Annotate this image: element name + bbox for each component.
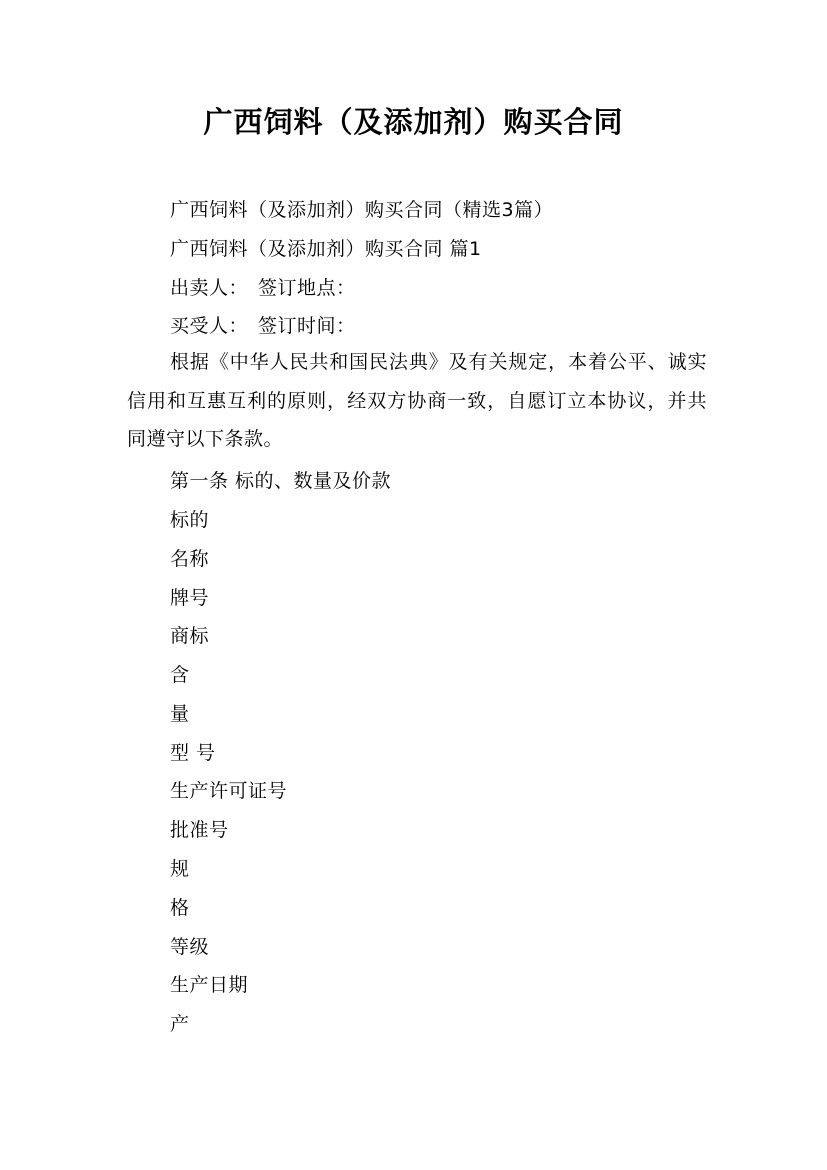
field-label: 牌号 (170, 587, 210, 609)
field-label: 含 (170, 664, 190, 686)
field-label: 格 (170, 897, 190, 919)
field-label: 名称 (170, 548, 210, 570)
section-heading: 广西饲料（及添加剂）购买合同 篇1 (170, 238, 482, 260)
field-label: 批准号 (170, 819, 229, 841)
field-label: 产 (170, 1013, 190, 1035)
field-label: 生产许可证号 (170, 780, 288, 802)
field-label: 商标 (170, 625, 210, 647)
intro-line: 广西饲料（及添加剂）购买合同（精选3篇） (170, 199, 554, 221)
field-label: 标的 (170, 509, 210, 531)
document-title: 广西饲料（及添加剂）购买合同 (203, 105, 624, 139)
field-label: 生产日期 (170, 974, 249, 996)
buyer-line: 买受人： 签订时间： (170, 315, 356, 337)
field-label: 型 号 (170, 742, 216, 764)
agreement-paragraph: 根据《中华人民共和国民法典》及有关规定，本着公平、诚实信用和互惠互利的原则，经双方协商一致，自愿订立本协议，并共同遵守以下条款。 (127, 351, 707, 450)
field-label: 等级 (170, 936, 210, 958)
seller-line: 出卖人： 签订地点： (170, 277, 356, 299)
field-label: 规 (170, 858, 190, 880)
field-label: 量 (170, 703, 190, 725)
article-1-heading: 第一条 标的、数量及价款 (170, 470, 392, 492)
